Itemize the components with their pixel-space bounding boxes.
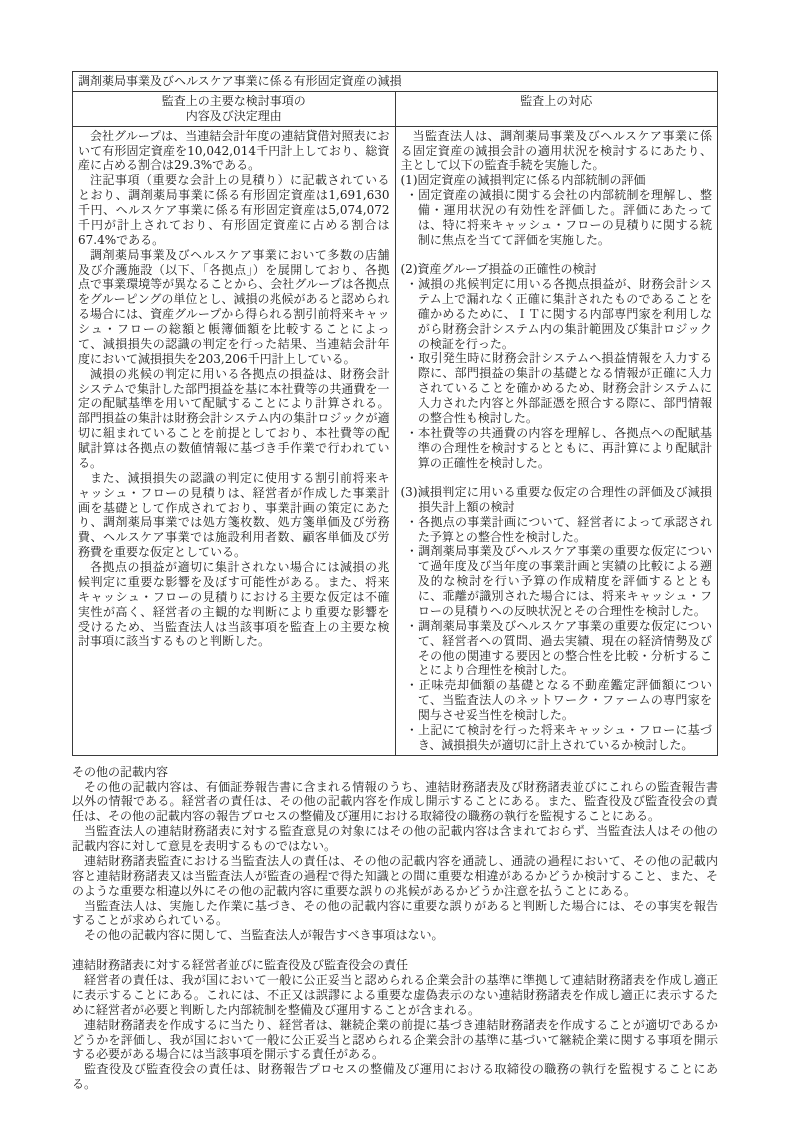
section-paragraph: その他の記載内容は、有価証券報告書に含まれる情報のうち、連結財務諸表及び財務諸表並びにこれらの監査報告書以外の情報である。経営者の責任は、その他の記載内容を作成し開示することにある。また、監査役及び監査役会の責任は、その他の記載内容の報告プロセスの整備及び運用における取締役の職務の執行を監視することにある。	[72, 779, 718, 824]
audit-procedure-bullet: ・固定資産の減損に関する会社の内部統制を理解し、整備・運用状況の有効性を評価した。評価にあたっては、特に将来キャッシュ・フローの見積りに関する統制に焦点を当てて評価を実施した。	[405, 188, 712, 247]
section-paragraph: 経営者の責任は、我が国において一般に公正妥当と認められる企業会計の基準に準拠して連結財務諸表を作成し適正に表示することにある。これには、不正又は誤謬による重要な虚偽表示のない連結財務諸表を作成し適正に表示するために経営者が必要と判断した内部統制を整備及び運用することが含まれる。	[72, 973, 718, 1017]
section-paragraph: 当監査法人は、実施した作業に基づき、その他の記載内容に重要な誤りがあると判断した場合には、その事実を報告することが求められている。	[72, 898, 718, 928]
kam-body-row	[73, 126, 718, 755]
kam-description-paragraph: 会社グループは、当連結会計年度の連結貸借対照表において有形固定資産を10,042,014千円計上しており、総資産に占める割合は29.3%である。	[78, 128, 390, 173]
kam-description-paragraph: 注記事項（重要な会計上の見積り）に記載されているとおり、調剤薬局事業に係る有形固定資産は1,691,630千円、ヘルスケア事業に係る有形固定資産は5,074,072千円が計上されており、有形固定資産に占める割合は67.4%である。	[78, 173, 390, 247]
audit-procedure-bullet: ・本社費等の共通費の内容を理解し、各拠点への配賦基準の合理性を検討するとともに、再計算により配賦計算の正確性を検討した。	[405, 425, 712, 470]
report-sections	[72, 765, 718, 1092]
audit-procedure-bullet: ・正味売却価額の基礎となる不動産鑑定評価額について、当監査法人のネットワーク・ファームの専門家を関与させ妥当性を検討した。	[405, 678, 712, 722]
section-heading: 連結財務諸表に対する経営者並びに監査役及び監査役会の責任	[72, 958, 409, 973]
audit-procedure-bullet: ・取引発生時に財務会計システムへ損益情報を入力する際に、部門損益の集計の基礎となる情報が正確に入力されていることを確かめるため、財務会計システムに入力された内容と外部証憑を照合する際に、部門情報の整合性も検討した。	[405, 351, 712, 425]
audit-procedure-title: (1)固定資産の減損判定に係る内部統制の評価	[400, 173, 646, 188]
audit-response-intro: 当監査法人は、調剤薬局事業及びヘルスケア事業に係る固定資産の減損会計の適用状況を検討するにあたり、主として以下の監査手続を実施した。	[400, 128, 712, 173]
kam-left-header-line2: 内容及び決定理由	[185, 108, 282, 123]
audit-procedure-group	[401, 173, 713, 247]
audit-procedure-title: (3)減損判定に用いる重要な仮定の合理性の評価及び減損損失計上額の検討	[400, 484, 712, 514]
section-paragraph: 連結財務諸表監査における当監査法人の責任は、その他の記載内容を通読し、通読の過程において、その他の記載内容と連結財務諸表又は当監査法人が監査の過程で得た知識との間に重要な相違があるかどうか検討すること、また、そのような重要な相違以外にその他の記載内容に重要な誤りの兆候があるかどうか注意を払うことにある。	[72, 853, 718, 898]
kam-description-cell	[73, 126, 396, 755]
kam-response-cell	[395, 126, 718, 755]
audit-procedure-group	[401, 485, 713, 753]
audit-procedure-group	[401, 262, 713, 470]
audit-procedure-bullet: ・調剤薬局事業及びヘルスケア事業の重要な仮定について過年度及び当年度の事業計画と実績の比較による遡及的な検討を行い予算の作成精度を評価するとともに、乖離が識別された場合には、将来キャッシュ・フローの見積りへの反映状況とその合理性を検討した。	[405, 544, 712, 618]
report-section	[72, 765, 718, 944]
kam-left-column-header	[73, 91, 396, 126]
kam-description-paragraph: 減損の兆候の判定に用いる各拠点の損益は、財務会計システムで集計した部門損益を基に本社費等の共通費を一定の配賦基準を用いて配賦することにより計算される。部門損益の集計は財務会計システム内の集計ロジックが適切に組まれていることを前提としており、本社費等の配賦計算は各拠点の数値情報に基づき手作業で行われている。	[78, 366, 390, 470]
report-section	[72, 958, 718, 1092]
audit-procedure-bullet: ・各拠点の事業計画について、経営者によって承認された予算との整合性を検討した。	[405, 514, 712, 544]
kam-table	[72, 71, 718, 756]
audit-procedure-bullet: ・減損の兆候判定に用いる各拠点損益が、財務会計システム上で漏れなく正確に集計されたものであることを確かめるために、ＩＴに関する内部専門家を利用しながら財務会計システム内の集計範囲及び集計ロジックの検証を行った。	[405, 277, 712, 351]
kam-title: 調剤薬局事業及びヘルスケア事業に係る有形固定資産の減損	[73, 72, 718, 92]
section-paragraph: 連結財務諸表を作成するに当たり、経営者は、継続企業の前提に基づき連結財務諸表を作成することが適切であるかどうかを評価し、我が国において一般に公正妥当と認められる企業会計の基準に基づいて継続企業に関する事項を開示する必要がある場合には当該事項を開示する責任がある。	[72, 1017, 718, 1062]
kam-description-paragraph: 調剤薬局事業及びヘルスケア事業において多数の店舗及び介護施設（以下、「各拠点」）を展開しており、各拠点で事業環境等が異なることから、会社グループは各拠点をグルーピングの単位とし、減損の兆候があると認められる場合には、資産グループから得られる割引前将来キャッシュ・フローの総額と帳簿価額を比較することによって、減損損失の認識の判定を行った結果、当連結会計年度において減損損失を203,206千円計上している。	[78, 247, 390, 366]
section-paragraph: その他の記載内容に関して、当監査法人が報告すべき事項はない。	[84, 928, 444, 943]
section-paragraph: 監査役及び監査役会の責任は、財務報告プロセスの整備及び運用における取締役の職務の執行を監視することにある。	[72, 1062, 718, 1092]
kam-left-header-line1: 監査上の主要な検討事項の	[161, 93, 306, 108]
audit-procedure-title: (2)資産グループ損益の正確性の検討	[400, 262, 597, 277]
section-paragraph: 当監査法人の連結財務諸表に対する監査意見の対象にはその他の記載内容は含まれておらず、当監査法人はその他の記載内容に対して意見を表明するものではない。	[72, 824, 718, 853]
kam-description-paragraph: 各拠点の損益が適切に集計されない場合には減損の兆候判定に重要な影響を及ぼす可能性がある。また、将来キャッシュ・フローの見積りにおける主要な仮定は不確実性が高く、経営者の主観的な判断により重要な影響を受けるため、当監査法人は当該事項を監査上の主要な検討事項に該当するものと判断した。	[78, 560, 390, 649]
audit-procedure-bullet: ・上記にて検討を行った将来キャッシュ・フローに基づき、減損損失が適切に計上されているか検討した。	[405, 722, 712, 752]
kam-description-paragraph: また、減損損失の認識の判定に使用する割引前将来キャッシュ・フローの見積りは、経営者が作成した事業計画を基礎として作成されており、事業計画の策定にあたり、調剤薬局事業では処方箋枚数、処方箋単価及び労務費、ヘルスケア事業では施設利用者数、顧客単価及び労務費を重要な仮定としている。	[78, 470, 390, 560]
kam-title-row	[73, 72, 718, 92]
section-heading: その他の記載内容	[72, 764, 169, 779]
kam-right-column-header: 監査上の対応	[395, 91, 718, 126]
audit-procedure-bullet: ・調剤薬局事業及びヘルスケア事業の重要な仮定について、経営者への質問、過去実績、現在の経済情勢及びその他の関連する要因との整合性を比較・分析することにより合理性を検討した。	[405, 618, 712, 678]
kam-header-row	[73, 91, 718, 126]
